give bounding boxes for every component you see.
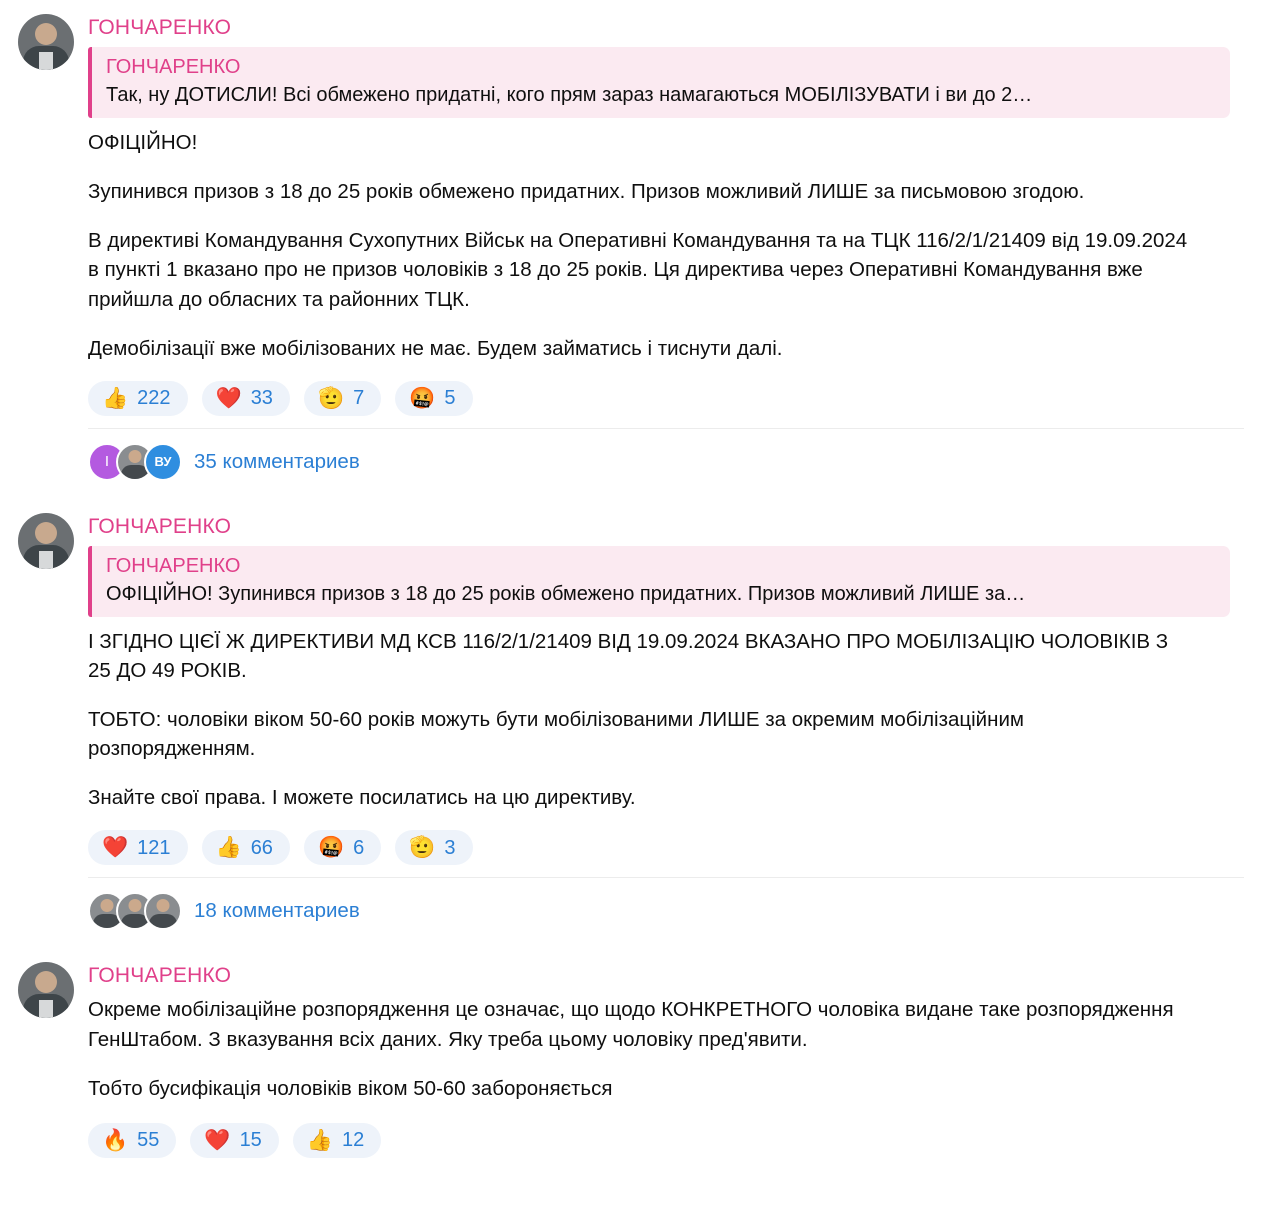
reaction-fire[interactable] [88, 1123, 176, 1158]
post-paragraph: ОФІЦІЙНО! [88, 131, 198, 155]
post-3 [0, 948, 1280, 1175]
post-paragraph: В директиві Командування Сухопутних Військ на Оперативні Командування та на ТЦК 116/2/1/21409 від 19.09.2024 в пункті 1 вказано про не призов чоловіків з 18 до 25 років. Ця директива через Оперативні Командування вже прийшла до обласних та районних ТЦК. [88, 229, 1188, 311]
post-paragraph: І ЗГІДНО ЦІЄЇ Ж ДИРЕКТИВИ МД КСВ 116/2/1/21409 ВІД 19.09.2024 ВКАЗАНО ПРО МОБІЛІЗАЦІЮ ЧОЛОВІКІВ З 25 ДО 49 РОКІВ. [88, 629, 1169, 682]
reaction-salute[interactable] [395, 830, 472, 865]
reaction-salute[interactable] [304, 381, 381, 416]
thumbs-up-icon: 👍 [306, 1128, 333, 1152]
post-1-body [88, 14, 1244, 493]
reaction-bar [88, 381, 1244, 416]
commenter-facepile [88, 892, 182, 930]
post-3-body [88, 962, 1244, 1169]
reaction-thumbs-up[interactable] [88, 381, 188, 416]
reaction-angry[interactable] [395, 381, 472, 416]
thumbs-up-icon: 👍 [215, 836, 242, 860]
commenter-avatar [144, 892, 182, 930]
post-paragraph: Знайте свої права. І можете посилатись на цю директиву. [88, 786, 636, 810]
comments-row[interactable] [88, 429, 1244, 493]
reaction-angry[interactable] [304, 830, 381, 865]
quoted-author: ГОНЧАРЕНКО [106, 554, 241, 577]
post-2-body [88, 513, 1244, 943]
thumbs-up-icon: 👍 [102, 386, 129, 410]
avatar[interactable] [18, 14, 74, 70]
angry-icon: 🤬 [409, 386, 436, 410]
quoted-message[interactable] [88, 546, 1230, 617]
post-author-name: ГОНЧАРЕНКО [88, 964, 232, 988]
post-paragraph: Окреме мобілізаційне розпорядження це означає, що щодо КОНКРЕТНОГО чоловіка видане таке розпорядження ГенШтабом. З вказування всіх даних. Яку треба цьому чоловіку пред'явити. [88, 998, 1174, 1051]
avatar-face [35, 23, 57, 45]
quoted-message[interactable] [88, 47, 1230, 118]
reaction-count: 3 [444, 836, 456, 859]
post-author-name: ГОНЧАРЕНКО [88, 514, 232, 538]
post-author-name: ГОНЧАРЕНКО [88, 16, 232, 39]
avatar-shirt [39, 1000, 53, 1018]
salute-icon: 🫡 [317, 386, 345, 410]
heart-icon: ❤️ [215, 386, 242, 410]
avatar-shirt [39, 551, 53, 569]
avatar[interactable] [18, 962, 74, 1018]
post-2-header [18, 513, 1244, 943]
heart-icon: ❤️ [102, 836, 129, 860]
reaction-count: 6 [353, 836, 365, 859]
reaction-count: 55 [137, 1129, 160, 1152]
heart-icon: ❤️ [204, 1128, 231, 1152]
reaction-count: 7 [353, 387, 365, 410]
post-paragraph: Зупинився призов з 18 до 25 років обмежено придатних. Призов можливий ЛИШЕ за письмовою згодою. [88, 180, 1085, 204]
reaction-bar [88, 1123, 1244, 1158]
reaction-count: 66 [250, 836, 273, 859]
post-paragraph: Тобто бусифікація чоловіків віком 50-60 забороняється [88, 1076, 613, 1100]
reaction-count: 222 [137, 387, 171, 410]
reaction-thumbs-up[interactable] [202, 830, 290, 865]
avatar-shirt [39, 52, 53, 70]
reaction-count: 12 [341, 1129, 365, 1152]
reaction-count: 5 [444, 387, 456, 410]
post-1-header [18, 14, 1244, 493]
reaction-heart[interactable] [190, 1123, 278, 1158]
avatar-face [35, 971, 57, 993]
reaction-bar [88, 830, 1244, 865]
quoted-text: Так, ну ДОТИСЛИ! Всі обмежено придатні, кого прям зараз намагаються МОБІЛІЗУВАТИ і ви до 2… [106, 84, 1033, 107]
commenter-facepile [88, 443, 182, 481]
quoted-text: ОФІЦІЙНО! Зупинився призов з 18 до 25 років обмежено придатних. Призов можливий ЛИШЕ за… [106, 582, 1026, 605]
commenter-avatar: ВУ [144, 443, 182, 481]
post-paragraph: ТОБТО: чоловіки віком 50-60 років можуть бути мобілізованими ЛИШЕ за окремим мобілізаційним розпорядженням. [88, 708, 1024, 761]
post-3-header [18, 962, 1244, 1169]
post-2 [0, 499, 1280, 949]
avatar[interactable] [18, 513, 74, 569]
reaction-heart[interactable] [202, 381, 290, 416]
reaction-heart[interactable] [88, 830, 188, 865]
reaction-thumbs-up[interactable] [293, 1123, 381, 1158]
salute-icon: 🫡 [409, 836, 436, 860]
reaction-count: 33 [250, 387, 273, 410]
comments-link[interactable]: 18 комментариев [194, 899, 360, 923]
comments-link[interactable]: 35 комментариев [194, 449, 360, 473]
post-1 [0, 0, 1280, 499]
reaction-count: 121 [137, 836, 171, 859]
quoted-author: ГОНЧАРЕНКО [106, 56, 241, 79]
angry-icon: 🤬 [317, 836, 345, 860]
commenter-avatar: І [88, 443, 126, 481]
post-paragraph: Демобілізації вже мобілізованих не має. Будем займатись і тиснути далі. [88, 336, 783, 360]
fire-icon: 🔥 [102, 1128, 129, 1152]
reaction-count: 15 [239, 1129, 262, 1152]
comments-row[interactable] [88, 878, 1244, 942]
avatar-face [35, 522, 57, 544]
